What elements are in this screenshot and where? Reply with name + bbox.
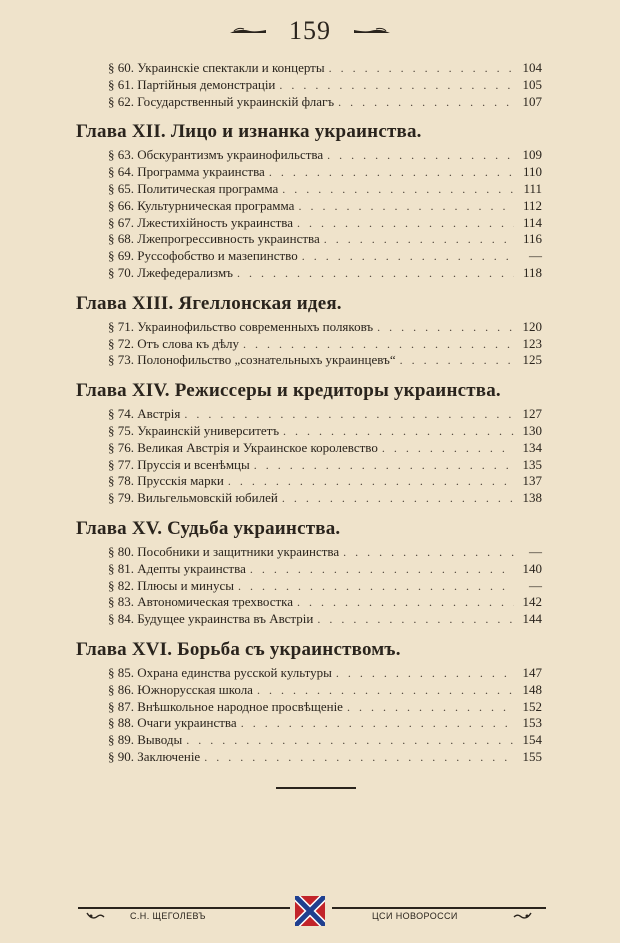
toc-entry <box>108 248 542 265</box>
dot-leader <box>241 715 514 732</box>
dot-leader <box>347 699 514 716</box>
dot-leader <box>302 248 514 265</box>
toc-entry <box>108 544 542 561</box>
section-title: Будущее украинства въ Австріи <box>137 611 314 627</box>
page-ref: 109 <box>522 147 542 163</box>
page-ref: 125 <box>522 352 542 368</box>
section-title: Австрія <box>137 406 181 422</box>
flag-emblem-icon <box>295 896 325 926</box>
dot-leader <box>186 732 514 749</box>
footer-swirl-icon <box>512 911 532 921</box>
page-ref: — <box>529 543 542 559</box>
section-number: § 82. <box>108 577 134 593</box>
page-ref: 142 <box>522 594 542 610</box>
section-title: Культурническая программа <box>137 197 295 213</box>
dot-leader <box>336 665 514 682</box>
dot-leader <box>282 490 514 507</box>
toc-entry <box>108 336 542 353</box>
section-title: Партійныя демонстраціи <box>137 76 276 92</box>
dot-leader <box>317 611 514 628</box>
section-divider <box>276 787 356 789</box>
page-ref: 104 <box>522 60 542 75</box>
chapter-heading: Глава XIV. Режиссеры и кредиторы украинства. <box>76 380 501 402</box>
toc-entry <box>108 699 542 716</box>
section-number: § 85. <box>108 664 134 680</box>
header-ornament-icon <box>352 26 392 35</box>
section-title: Прусскія марки <box>137 473 224 489</box>
footer-rule-left <box>78 907 290 909</box>
section-title: Руссофобство и мазепинство <box>137 248 298 264</box>
page-ref: 105 <box>522 76 542 92</box>
page-ref: 138 <box>522 490 542 506</box>
toc-entry <box>108 215 542 232</box>
section-number: § 77. <box>108 456 134 472</box>
section-number: § 87. <box>108 698 134 714</box>
section-number: § 68. <box>108 231 134 247</box>
section-title: Лжефедерализмъ <box>137 264 233 280</box>
dot-leader <box>237 265 514 282</box>
section-number: § 65. <box>108 180 134 196</box>
section-title: Лжестихійность украинства <box>137 214 294 230</box>
toc-entry <box>108 578 542 595</box>
section-title: Полонофильство „сознательныхъ украинцевъ“ <box>137 352 396 368</box>
section-title: Пособники и защитники украинства <box>137 543 340 559</box>
chapter-heading: Глава XV. Судьба украинства. <box>76 517 341 539</box>
page-number: 159 <box>289 16 331 45</box>
page-ref: 107 <box>522 93 542 109</box>
section-number: § 86. <box>108 681 134 697</box>
section-number: § 83. <box>108 594 134 610</box>
page-ref: 130 <box>522 422 542 438</box>
dot-leader <box>228 473 514 490</box>
toc-entry <box>108 231 542 248</box>
toc-entry <box>108 611 542 628</box>
section-number: § 61. <box>108 76 134 92</box>
dot-leader <box>257 682 514 699</box>
dot-leader <box>298 198 514 215</box>
chapter-heading: Глава XII. Лицо и изнанка украинства. <box>76 121 422 143</box>
page-ref: 148 <box>522 681 542 697</box>
page-ref: 127 <box>522 406 542 422</box>
dot-leader <box>324 231 514 248</box>
section-number: § 84. <box>108 611 134 627</box>
page-ref: 123 <box>522 335 542 351</box>
page-ref: — <box>529 577 542 593</box>
page-ref: 118 <box>522 264 542 280</box>
section-title: Охрана единства русской культуры <box>137 664 332 680</box>
toc-entry <box>108 319 542 336</box>
page-ref: 155 <box>522 748 542 764</box>
footer-author: С.Н. ЩЕГОЛЕВЪ <box>130 911 206 921</box>
toc-entry <box>108 682 542 699</box>
dot-leader <box>297 594 514 611</box>
page-ref: 152 <box>522 698 542 714</box>
section-title: Выводы <box>137 732 183 748</box>
section-title: Великая Австрія и Украинское королевство <box>137 439 378 455</box>
page-ref: 120 <box>522 318 542 334</box>
page-ref: 110 <box>522 164 542 180</box>
toc-entry <box>108 749 542 766</box>
section-title: Обскурантизмъ украинофильства <box>137 147 324 163</box>
page-ref: 111 <box>523 180 542 196</box>
page-ref: 116 <box>522 231 542 247</box>
page-ref: 134 <box>522 439 542 455</box>
section-number: § 89. <box>108 732 134 748</box>
page-ref: 154 <box>522 732 542 748</box>
table-of-contents <box>0 60 620 766</box>
section-number: § 64. <box>108 164 134 180</box>
toc-entry <box>108 352 542 369</box>
section-title: Адепты украинства <box>137 560 246 576</box>
section-title: Программа украинства <box>137 164 265 180</box>
footer-rule-right <box>332 907 546 909</box>
section-title: Политическая программа <box>137 180 279 196</box>
chapter-heading: Глава XIII. Ягеллонская идея. <box>76 292 342 314</box>
dot-leader <box>283 423 514 440</box>
toc-entry <box>108 147 542 164</box>
page-ref: — <box>529 248 542 264</box>
dot-leader <box>327 147 514 164</box>
section-number: § 72. <box>108 335 134 351</box>
page-ref: 147 <box>522 664 542 680</box>
section-title: Украинофильство современныхъ поляковъ <box>137 318 374 334</box>
toc-entry <box>108 473 542 490</box>
section-number: § 81. <box>108 560 134 576</box>
section-title: Очаги украинства <box>137 715 237 731</box>
dot-leader <box>400 352 514 369</box>
toc-entry <box>108 490 542 507</box>
section-title: Вильгельмовскій юбилей <box>137 490 278 506</box>
section-title: Украинскіе спектакли и концерты <box>137 60 325 75</box>
section-number: § 69. <box>108 248 134 264</box>
dot-leader <box>204 749 514 766</box>
section-title: Заключеніе <box>137 748 201 764</box>
toc-entry <box>108 181 542 198</box>
footer-swirl-icon <box>86 911 106 921</box>
section-number: § 74. <box>108 406 134 422</box>
dot-leader <box>269 164 514 181</box>
toc-entry <box>108 440 542 457</box>
page-ref: 137 <box>522 473 542 489</box>
dot-leader <box>279 77 514 94</box>
section-number: § 76. <box>108 439 134 455</box>
section-number: § 90. <box>108 748 134 764</box>
section-title: Украинскій университетъ <box>137 422 280 438</box>
toc-entry <box>108 164 542 181</box>
section-number: § 67. <box>108 214 134 230</box>
section-title: Лжепрогрессивность украинства <box>137 231 320 247</box>
page-footer <box>0 894 620 934</box>
page-ref: 112 <box>522 197 542 213</box>
toc-entry <box>108 94 542 111</box>
section-number: § 71. <box>108 318 134 334</box>
toc-entry <box>108 198 542 215</box>
toc-entry <box>108 715 542 732</box>
dot-leader <box>297 215 514 232</box>
page-ref: 114 <box>522 214 542 230</box>
dot-leader <box>184 406 514 423</box>
dot-leader <box>250 561 514 578</box>
section-title: Плюсы и минусы <box>137 577 234 593</box>
toc-entry <box>108 265 542 282</box>
section-number: § 79. <box>108 490 134 506</box>
section-number: § 63. <box>108 147 134 163</box>
toc-entry <box>108 77 542 94</box>
section-number: § 62. <box>108 93 134 109</box>
section-title: Внѣшкольное народное просвѣщеніе <box>137 698 343 714</box>
section-number: § 75. <box>108 422 134 438</box>
page-ref: 153 <box>522 715 542 731</box>
dot-leader <box>238 578 514 595</box>
section-number: § 78. <box>108 473 134 489</box>
section-number: § 66. <box>108 197 134 213</box>
dot-leader <box>343 544 514 561</box>
dot-leader <box>382 440 514 457</box>
section-number: § 88. <box>108 715 134 731</box>
section-title: Южнорусская школа <box>137 681 253 697</box>
toc-entry <box>108 60 542 77</box>
dot-leader <box>329 60 514 77</box>
section-title: Государственный украинскій флагъ <box>137 93 335 109</box>
toc-entry <box>108 732 542 749</box>
dot-leader <box>282 181 514 198</box>
page-ref: 140 <box>522 560 542 576</box>
dot-leader <box>377 319 514 336</box>
section-title: Автономическая трехвостка <box>137 594 294 610</box>
section-title: Пруссія и всенѣмцы <box>137 456 250 472</box>
dot-leader <box>338 94 514 111</box>
toc-entry <box>108 406 542 423</box>
section-number: § 60. <box>108 60 134 75</box>
section-title: Отъ слова къ дѣлу <box>137 335 239 351</box>
toc-entry <box>108 457 542 474</box>
page-ref: 144 <box>522 611 542 627</box>
page-header <box>0 14 620 48</box>
toc-entry <box>108 561 542 578</box>
header-ornament-icon <box>228 26 268 35</box>
dot-leader <box>254 457 514 474</box>
footer-publisher: ЦСИ НОВОРОССИ <box>372 911 458 921</box>
section-number: § 80. <box>108 543 134 559</box>
chapter-heading: Глава XVI. Борьба съ украинствомъ. <box>76 638 401 660</box>
section-number: § 73. <box>108 352 134 368</box>
dot-leader <box>243 336 514 353</box>
toc-entry <box>108 594 542 611</box>
section-number: § 70. <box>108 264 134 280</box>
toc-entry <box>108 665 542 682</box>
page-ref: 135 <box>522 456 542 472</box>
toc-entry <box>108 423 542 440</box>
